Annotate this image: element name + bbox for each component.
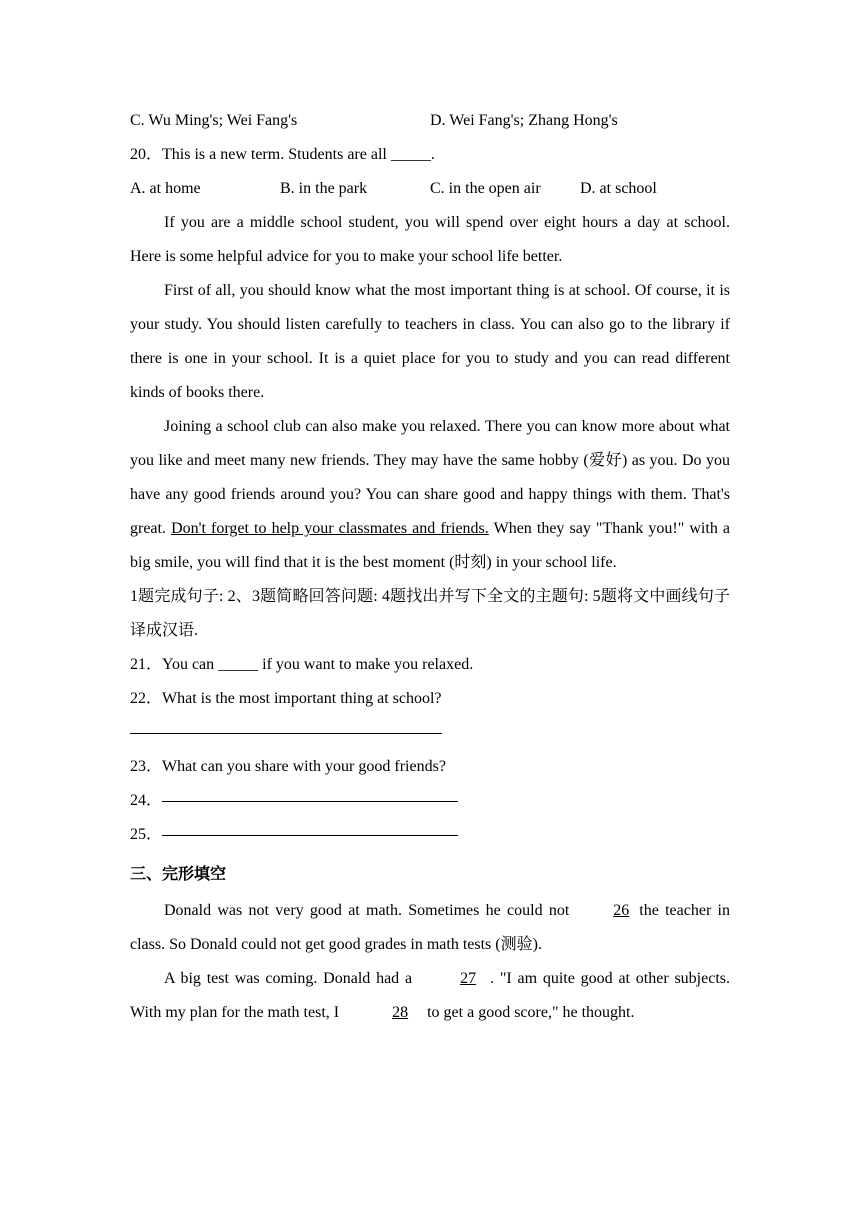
blank-28: 28 <box>392 1004 409 1021</box>
option-a: A. at home <box>130 180 201 197</box>
cloze-text: A big test was coming. Donald had a <box>164 970 413 987</box>
answer-rule <box>162 800 458 802</box>
cloze-text: to get a good score," he thought. <box>427 1004 635 1021</box>
option-b: B. in the park <box>280 180 368 197</box>
cloze-paragraph-1 <box>130 894 730 962</box>
question-21: 21．You can _____ if you want to make you relaxed. <box>130 656 474 673</box>
answer-rule <box>162 834 458 836</box>
answer-line-22 <box>130 716 730 750</box>
option-d: D. at school <box>580 180 657 197</box>
instructions: 1题完成句子: 2、3题简略回答问题: 4题找出并写下全文的主题句: 5题将文中画线句子译成汉语. <box>130 588 730 639</box>
passage-paragraph-3 <box>130 410 730 580</box>
question-25 <box>130 818 730 852</box>
answer-rule <box>130 732 442 734</box>
section-heading: 三、完形填空 <box>130 864 227 883</box>
option-d: D. Wei Fang's; Zhang Hong's <box>430 112 618 129</box>
cloze-paragraph-2 <box>130 962 730 1030</box>
cloze-text: the teacher in class. So Donald could not get good grades in math tests (测验). <box>130 902 731 953</box>
question-25-number: 25． <box>130 826 163 843</box>
q19-options-row <box>130 104 730 138</box>
paragraph-3-text-a: Joining a school club can also make you relaxed. There you can know more about what you like and meet many new friends. They may have the same hobby (爱好) as you. Do you have any good friends around you? You can share good and happy things with them. That's great. <box>130 418 730 537</box>
blank-27: 27 <box>460 970 477 987</box>
option-c: C. in the open air <box>430 180 541 197</box>
underlined-sentence: Don't forget to help your classmates and friends. <box>171 520 489 537</box>
question-20-stem: 20．This is a new term. Students are all _____. <box>130 146 435 163</box>
document-page <box>130 104 730 1030</box>
cloze-text: Donald was not very good at math. Sometimes he could not <box>164 902 570 919</box>
paragraph-3-text-b: When they say "Thank you!" with a big smile, you will find that it is the best moment (时刻) in your school life. <box>130 520 731 571</box>
question-23: 23．What can you share with your good friends? <box>130 758 446 775</box>
question-24-number: 24． <box>130 792 163 809</box>
option-c: C. Wu Ming's; Wei Fang's <box>130 112 298 129</box>
passage-paragraph-2: First of all, you should know what the most important thing is at school. Of course, it is your study. You should listen carefully to teachers in class. You can also go to the library if there is one in your school. It is a quiet place for you to study and you can read different kinds of books there. <box>130 282 730 401</box>
question-22: 22．What is the most important thing at school? <box>130 690 442 707</box>
q20-options-row <box>130 172 730 206</box>
blank-26: 26 <box>613 902 630 919</box>
passage-paragraph-1: If you are a middle school student, you will spend over eight hours a day at school. Here is some helpful advice for you to make your school life better. <box>130 214 730 265</box>
question-24 <box>130 784 730 818</box>
cloze-text: . "I am quite good at other subjects. With my plan for the math test, I <box>130 970 731 1021</box>
